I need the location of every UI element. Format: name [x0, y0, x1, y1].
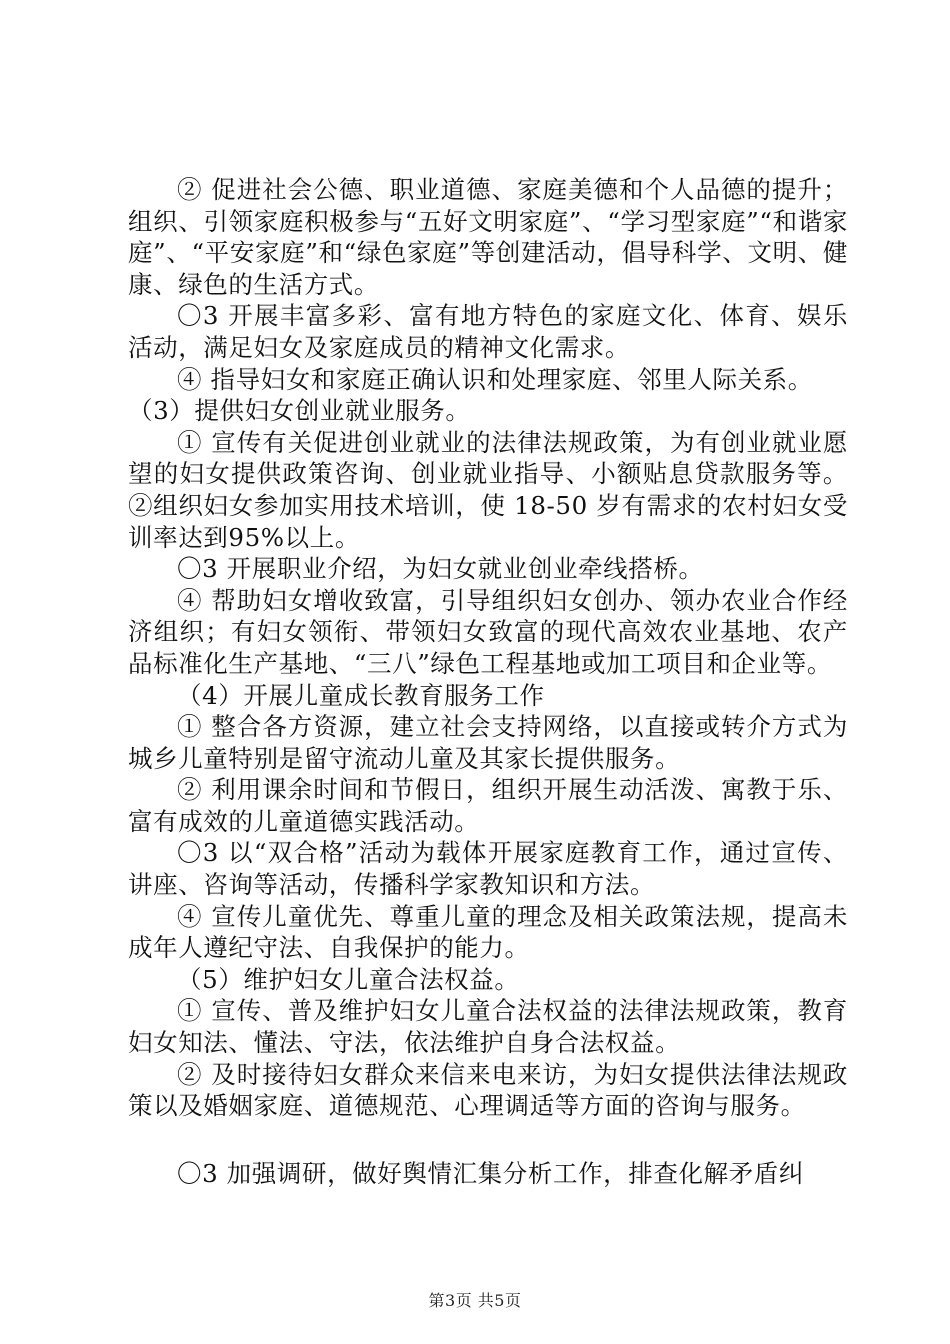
paragraph-research: 〇3 加强调研，做好舆情汇集分析工作，排查化解矛盾纠 — [177, 1158, 804, 1188]
paragraph-family-culture: 〇3 开展丰富多彩、富有地方特色的家庭文化、体育、娱乐活动，满足妇女及家庭成员的精神文化需求。 — [128, 301, 848, 362]
paragraph-rights-law: ① 宣传、普及维护妇女儿童合法权益的法律法规政策，教育妇女知法、懂法、守法，依法维护自身合法权益。 — [128, 996, 848, 1058]
section-heading-child-education: （4）开展儿童成长教育服务工作 — [177, 680, 545, 710]
paragraph-promote-morality: ② 促进社会公德、职业道德、家庭美德和个人品德的提升；组织、引领家庭积极参与“五好文明家庭”、“学习型家庭”“和谐家庭”、“平安家庭”和“绿色家庭”等创建活动，倡导科学、文明、健康、绿色的生活方式。 — [128, 175, 848, 299]
paragraph-holiday-activities: ② 利用课余时间和节假日，组织开展生动活泼、寓教于乐、富有成效的儿童道德实践活动。 — [128, 775, 848, 836]
paragraph-integrate-resources: ① 整合各方资源，建立社会支持网络，以直接或转介方式为城乡儿童特别是留守流动儿童及其家长提供服务。 — [128, 712, 848, 773]
section-heading-employment: （3）提供妇女创业就业服务。 — [128, 396, 471, 426]
paragraph-neighbor-relations: ④ 指导妇女和家庭正确认识和处理家庭、邻里人际关系。 — [177, 364, 813, 394]
paragraph-family-education: 〇3 以“双合格”活动为载体开展家庭教育工作，通过宣传、讲座、咨询等活动，传播科学家教知识和方法。 — [128, 838, 848, 900]
paragraph-income-growth: ④ 帮助妇女增收致富，引导组织妇女创办、领办农业合作经济组织；有妇女领衔、带领妇女致富的现代高效农业基地、农产品标准化生产基地、“三八”绿色工程基地或加工项目和企业等。 — [128, 585, 848, 678]
paragraph-child-priority: ④ 宣传儿童优先、尊重儿童的理念及相关政策法规，提高未成年人遵纪守法、自我保护的能力。 — [128, 901, 848, 963]
paragraph-gap — [128, 1122, 848, 1158]
paragraph-petitions: ② 及时接待妇女群众来信来电来访，为妇女提供法律法规政策以及婚姻家庭、道德规范、心理调适等方面的咨询与服务。 — [128, 1059, 848, 1121]
page-footer: 第3页 共5页 — [428, 1291, 522, 1310]
section-heading-rights: （5）维护妇女儿童合法权益。 — [177, 964, 520, 994]
paragraph-job-introduction: 〇3 开展职业介绍，为妇女就业创业牵线搭桥。 — [177, 554, 704, 584]
document-body — [128, 174, 848, 1189]
paragraph-employment-policy: ① 宣传有关促进创业就业的法律法规政策，为有创业就业愿望的妇女提供政策咨询、创业就业指导、小额贴息贷款服务等。②组织妇女参加实用技术培训，使 18-50 岁有需求的农村妇女受训率达到95%以上。 — [128, 427, 848, 552]
